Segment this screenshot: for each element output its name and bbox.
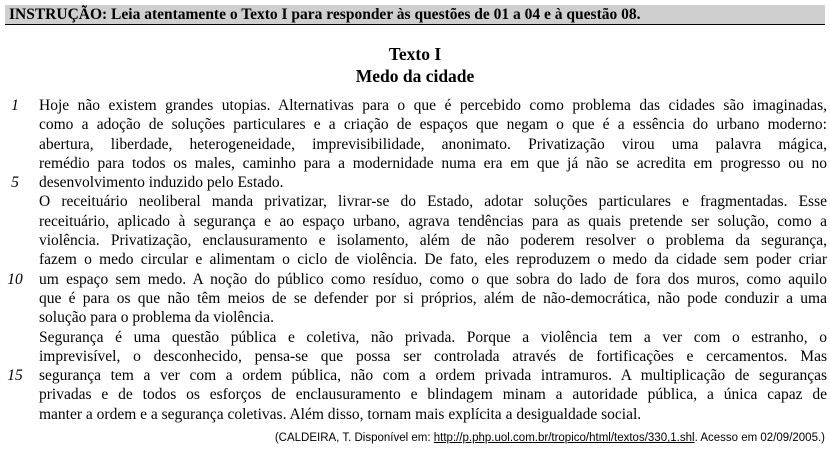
line-number: 1 <box>11 97 19 114</box>
passage-line <box>5 231 827 250</box>
passage-line <box>5 212 827 231</box>
line-text: desenvolvimento induzido pelo Estado. <box>39 174 284 192</box>
passage-line <box>5 366 827 385</box>
line-number: 15 <box>7 367 23 385</box>
passage-line <box>5 154 827 173</box>
line-text: imprevisível, o desconhecido, pensa-se que possa ser controlada através de fortificações e cercamentos. Mas <box>39 347 827 365</box>
passage-line <box>5 328 827 347</box>
line-text: Segurança é uma questão pública e coletiva, não privada. Porque a violência tem a ver com o estranho, o <box>39 328 827 346</box>
line-text: manter a ordem e a segurança coletivas. Além disso, tornam mais explícita a desigualdade social. <box>39 405 642 423</box>
line-text: Hoje não existem grandes utopias. Alternativas para o que é percebido como problema das cidades são imaginadas, <box>39 97 827 114</box>
passage-line <box>5 192 827 211</box>
passage-line <box>5 135 827 154</box>
instruction-banner <box>5 5 825 25</box>
line-text: abertura, liberdade, heterogeneidade, imprevisibilidade, anonimato. Privatização virou uma palavra mágica, <box>39 135 827 153</box>
line-text: que é para os que não têm meios de se defender por si próprios, além de não-democrática, não pode conduzir a uma <box>39 289 827 307</box>
line-text: privadas e de todos os esforços de enclausuramento e blindagem minam a autoridade pública, a única capaz de <box>39 386 827 404</box>
text-heading <box>0 43 830 87</box>
text-title: Texto I <box>388 44 442 64</box>
instruction-text: INSTRUÇÃO: Leia atentamente o Texto I para responder às questões de 01 a 04 e à questão 08. <box>9 6 641 23</box>
line-text: violência. Privatização, enclausuramento e isolamento, além de não poderem resolver o problema da segurança, <box>39 232 827 250</box>
line-text: segurança tem a ver com a ordem pública, não com a ordem privada intramuros. A multiplicação de seguranças <box>39 367 827 385</box>
passage-body <box>5 96 827 424</box>
citation-prefix: (CALDEIRA, T. Disponível em: <box>274 432 434 444</box>
line-text: fazem o medo circular e alimentam o ciclo de violência. De fato, eles reproduzem o medo da cidade sem poder criar <box>39 251 827 269</box>
line-number: 10 <box>7 270 23 288</box>
passage-line <box>5 173 827 192</box>
citation-suffix: . Acesso em 02/09/2005.) <box>694 432 825 444</box>
citation <box>275 430 825 446</box>
passage-line <box>5 405 827 424</box>
line-text: O receituário neoliberal manda privatizar, livrar-se do Estado, adotar soluções particulares e fragmentadas. Esse <box>39 193 827 211</box>
citation-link[interactable]: http://p.php.uol.com.br/tropico/html/textos/330,1.shl <box>433 432 695 444</box>
line-text: um espaço sem medo. A noção do público como resíduo, como o que sobra do lado de fora dos muros, como aquilo <box>39 270 827 288</box>
passage-line <box>5 270 827 289</box>
passage-line <box>5 250 827 269</box>
text-subtitle: Medo da cidade <box>355 66 475 86</box>
line-text: solução para o problema da violência. <box>39 309 274 327</box>
passage-line <box>5 347 827 366</box>
passage-line <box>5 308 827 327</box>
passage-line <box>5 115 827 134</box>
passage-line <box>5 96 827 115</box>
line-text: remédio para todos os males, caminho para a modernidade numa era em que já não se acredita em progresso ou no <box>39 154 827 172</box>
passage-line <box>5 289 827 308</box>
line-number: 5 <box>11 174 19 192</box>
passage-line <box>5 385 827 404</box>
line-text: receituário, aplicado à segurança e ao espaço urbano, agrava tendências para as quais pretende ser solução, como a <box>39 212 827 230</box>
line-text: como a adoção de soluções particulares e a criação de espaços que negam o que é a essência do urbano moderno: <box>39 116 827 134</box>
